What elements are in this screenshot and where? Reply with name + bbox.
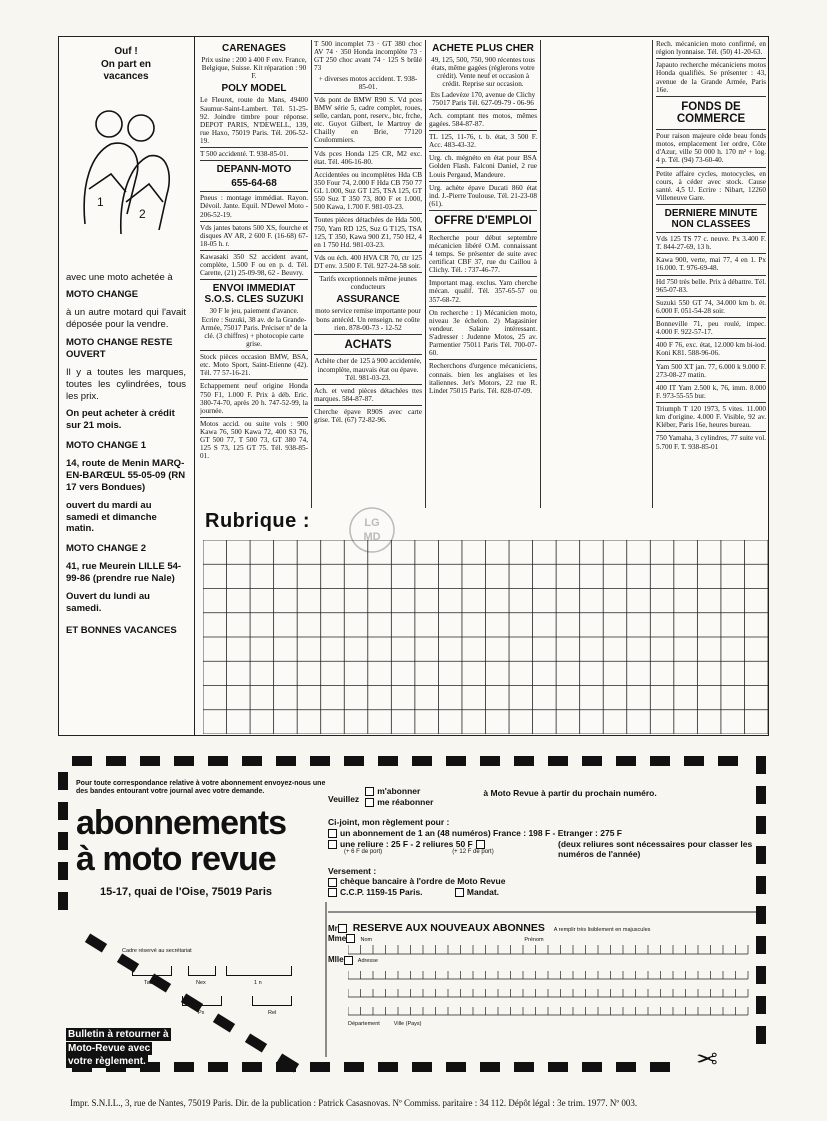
carenages-heading: CARENAGES xyxy=(222,43,286,54)
me-reabonner-label: me réabonner xyxy=(377,796,434,807)
t-n-label: 1 n xyxy=(254,980,262,986)
classified-ad: Cherche épave R90S avec carte grise. Tél. (67) 72-82-96. xyxy=(314,408,422,425)
classified-ad: Stock pièces occasion BMW, BSA, etc. Moto Sport, Saint-Etienne (42). Tél. 77 57-16-21. xyxy=(200,353,308,378)
cheque-checkbox[interactable] xyxy=(328,878,337,887)
assurance-tarifs: Tarifs exceptionnels même jeunes conducteurs xyxy=(319,275,417,292)
mandat-label: Mandat. xyxy=(466,887,500,897)
ccp-checkbox[interactable] xyxy=(328,888,337,897)
classified-ad: Ach. et vend pièces détachées ttes marques. 584-87-87. xyxy=(314,386,422,403)
classified-ad: On recherche : 1) Mécanicien moto, niveau 3e échelon. 2) Magasinier vendeur. Salaire intéressant. S'adresser : Judenne Motos, 25 av. Parmentier 75011 Paris Tél. 700-07-60. xyxy=(429,308,537,358)
classified-ad: 400 F 76, exc. état, 12.000 km bi-iod. Koni K81. 588-96-06. xyxy=(656,341,766,358)
classified-ad: T 500 incomplet 73 · GT 380 choc AV 74 · 350 Honda incomplète 73 · GT 250 choc avant 74 · 125 S brûlé 73 xyxy=(314,40,422,73)
bulletin-text xyxy=(66,1028,176,1069)
mc2-hours: Ouvert du lundi au samedi. xyxy=(66,590,150,614)
classified-ad: Motos accid. ou suite vols : 900 Kawa 76, 500 Kawa 72, 400 S3 76, GT 500 77, T 500 73, GT 380 74, 125 S 73, 125 GT 75. Tél. 938-85-01. xyxy=(200,419,308,461)
depann-moto-heading: DEPANN-MOTO xyxy=(216,164,292,176)
poly-model-heading: POLY MODEL xyxy=(221,83,287,95)
moto-change-label: MOTO CHANGE xyxy=(66,289,139,301)
mandat-checkbox[interactable] xyxy=(455,888,464,897)
classified-ad: Yam 500 XT jan. 77, 6.000 k 9.000 F. 273-08-27 matin. xyxy=(656,362,766,379)
classified-column-5 xyxy=(656,40,766,510)
classified-ad: + diverses motos accident. T. 938-85-01. xyxy=(318,74,418,91)
envoi-ad: 30 F le jeu, paiement d'avance. Ecrire : Suzuki, 38 av. de la Grande-Armée, 75017 Paris. Préciser nº de la clé. (3 chiffres) + photocopie carte grise. xyxy=(200,307,308,348)
column-separator xyxy=(311,40,312,508)
mme-label: Mme xyxy=(328,934,347,943)
classified-ad: Achète cher de 125 à 900 accidentée, incomplète, mauvais état ou épave. Tél. 981-03-23. xyxy=(314,357,422,382)
versement-label: Versement : xyxy=(328,865,377,876)
offre-emploi-heading: OFFRE D'EMPLOI xyxy=(434,215,532,227)
rubrique-label: Rubrique : xyxy=(205,510,310,532)
classified-ad: Important mag. exclus. Yam cherche mécan. qualif. Tél. 357-65-57 ou 357-68-72. xyxy=(429,279,537,304)
classified-ad: Bonneville 71, peu roulé, impec. 4.000 F. 922-57-17. xyxy=(656,320,766,337)
reliure2-checkbox[interactable] xyxy=(476,840,485,849)
m-abonner-checkbox[interactable] xyxy=(365,787,374,796)
coupon-intro: Pour toute correspondance relative à votre abonnement envoyez-nous une des bandes entourant votre journal avec votre demande. xyxy=(76,780,326,796)
classified-ad: Triumph T 120 1973, 5 vites. 11.000 km d'origine. 4.000 F. Visible, 92 av. Kléber, Paris 16e, heures bureau. xyxy=(656,405,766,430)
cadre-reserve xyxy=(122,948,302,1016)
reliure-note: (deux reliures sont nécessaires pour classer les numéros de l'année) xyxy=(558,838,753,860)
classified-ad: Recherche pour début septembre mécanicien libéré O.M. connaissant 4 temps. Se présenter de suite avec certificat CBF 37, rue du Caillou à Clichy. Tél. : 737-46-77. xyxy=(429,233,537,275)
classified-column-spacer xyxy=(543,40,649,510)
a-partir-label: à Moto Revue à partir du prochain numéro. xyxy=(483,788,657,798)
achete-heading: ACHETE PLUS CHER xyxy=(432,43,534,54)
mr-label: Mr xyxy=(328,924,338,933)
envoi-heading: ENVOI IMMEDIAT S.O.S. CLES SUZUKI xyxy=(204,283,304,306)
reserve-heading: RESERVE AUX NOUVEAUX ABONNES xyxy=(352,922,545,934)
svg-text:LG: LG xyxy=(364,517,380,529)
classified-ad: Toutes pièces détachées de Hda 500, 750, Yam RD 125, Suz G T125, TSA 125, T 350, Kawa 900 Z1, 750 H2, 4 en 1 750 Hd. 981-03-23. xyxy=(314,216,422,249)
classified-ad: Rech. mécanicien moto confirmé, en région lyonnaise. Tél. (50) 41-20-63. xyxy=(656,40,766,57)
fonds-heading: FONDS DE COMMERCE xyxy=(676,100,746,126)
achete-ad: 49, 125, 500, 750, 900 récentes tous états, même gagées (réglerons votre crédit). Vente neuf et occasion à crédit. Reprise sur occasion. xyxy=(431,56,535,89)
svg-text:2: 2 xyxy=(139,206,146,221)
bonnes-vacances: ET BONNES VACANCES xyxy=(66,624,177,636)
un-an-checkbox[interactable] xyxy=(328,829,337,838)
on-part-heading: On part en vacances xyxy=(100,58,151,82)
classified-ad: Pneus : montage immédiat. Rayon. Dévoil. Jante. Equil. N'Dewel Moto - 206-52-19. xyxy=(200,194,308,219)
mc1-hours: ouvert du mardi au samedi et dimanche matin. xyxy=(66,499,157,535)
ci-joint-label: Ci-joint, mon règlement pour : xyxy=(328,817,450,828)
classified-ad: Echappement neuf origine Honda 750 F1, 1.000 F. Prix à déb. Eric. 380-74-70, après 20 h. 747-52-99, la journée. xyxy=(200,382,308,415)
classified-column-4 xyxy=(429,40,537,510)
adresse-input-boxes[interactable] xyxy=(348,965,758,1021)
bulletin-label: Bulletin à retourner à Moto-Revue avec votre règlement. xyxy=(68,1029,169,1067)
classified-column-2 xyxy=(200,40,308,510)
mc1-address: 14, route de Menin MARQ-EN-BARŒUL 55-05-09 (RN 17 vers Bondues) xyxy=(66,458,186,493)
subscription-coupon xyxy=(56,752,770,1082)
classified-ad: 400 IT Yam 2.500 k, 76, imm. 8.000 F. 973-55-55 bur. xyxy=(656,383,766,400)
classified-ad: Suzuki 550 GT 74, 34.000 km b. ét. 6.000 F. 051-54-28 soir. xyxy=(656,298,766,315)
cheque-label: chèque bancaire à l'ordre de Moto Revue xyxy=(340,876,506,887)
nom-label: Nom xyxy=(360,937,373,943)
classified-ad: Hd 750 très belle. Prix à débattre. Tél. 965-07-83. xyxy=(656,277,766,294)
tab-label: Tab xyxy=(144,980,153,986)
classified-ad: Recherchons d'urgence mécaniciens, connais. bien les anglaises et les italiennes. Jet's Motors, 22 rue R. Lindet 75015 Paris. Tél. 828-07-09. xyxy=(429,362,537,395)
coupon-form xyxy=(328,786,768,898)
nom-input-boxes[interactable] xyxy=(348,943,758,955)
px-label: Px xyxy=(198,1010,205,1016)
toutes-text: Il y a toutes les marques, toutes les cylindrées, tous les prix. xyxy=(66,366,186,402)
poly-model-ad: Le Fleuret, route du Mans, 49400 Saumur-Saint-Lambert. Tél. 51-25-92. Joindre timbre pour réponse. DEPOT PARIS, N'DEWELL, 139, rue Haxo, 75019 Paris. Tél. 206-52-19. xyxy=(200,96,308,145)
m-abonner-label: m'abonner xyxy=(377,786,421,796)
classified-ad: Vds pont de BMW R90 S. Vd pces BMW série 5, cadre complet, roues, selle, cardan, pont, reserv., btc, frche, etc. Guyot Gilbert, le Martroy de Chailly en Brie, 77120 Coulommiers. xyxy=(314,95,422,145)
classified-ad: T 500 accidenté. T. 938-85-01. xyxy=(200,150,289,159)
cadre-label: Cadre réservé au secrétariat xyxy=(122,948,192,954)
reliure-checkbox[interactable] xyxy=(328,840,337,849)
nouveaux-abonnes-form xyxy=(328,922,748,1027)
classified-ad: Urg. achète épave Ducati 860 état ind. J.-Pierre Toulouse. Tél. 21-23-08 (61). xyxy=(429,183,537,208)
rel-label: Rel xyxy=(268,1010,277,1016)
veuillez-label: Veuillez xyxy=(328,794,360,804)
mc1-title: MOTO CHANGE 1 xyxy=(66,440,147,452)
moto-change-ad xyxy=(58,36,195,736)
mc2-title: MOTO CHANGE 2 xyxy=(66,543,147,555)
assurance-ad: moto service remise importante pour bons antécéd. Un renseign. ne coûte rien. 878-00-73 - 12-52 xyxy=(315,307,421,332)
classified-ad: Accidentées ou incomplètes Hda CB 350 Four 74, 2.000 F Hda CB 750 77 GL 1.000, Suz GT 125, TSA 125, GT 550 Suz T 350 73, 800 F et 1.000, 500 Kawa, 1.700 F. 981-03-23. xyxy=(314,170,422,212)
mc2-address: 41, rue Meurein LILLE 54-99-86 (prendre rue Nale) xyxy=(66,561,182,584)
classified-ad: Japauto recherche mécaniciens motos Honda qualifiés. Se présenter : 43, avenue de la Grande Armée, Paris 16e. xyxy=(656,61,766,94)
classified-column-3 xyxy=(314,40,422,510)
coupon-address: 15-17, quai de l'Oise, 75019 Paris xyxy=(100,886,272,898)
depann-moto-phone: 655-64-68 xyxy=(231,178,277,190)
port2-label: (+ 12 F de port) xyxy=(452,849,494,856)
classified-ad: 750 Yamaha, 3 cylindres, 77 suite vol. 5.700 F. T. 938-85-01 xyxy=(656,434,766,451)
mr-checkbox[interactable] xyxy=(338,924,347,933)
credit-text: On peut acheter à crédit sur 21 mois. xyxy=(66,408,175,432)
reserve-note: A remplir très lisiblement en majuscules xyxy=(553,927,651,933)
coupon-title-line1: abonnements xyxy=(76,804,287,842)
un-an-label: un abonnement de 1 an (48 numéros) France : 198 F - Etranger : 275 F xyxy=(340,827,622,838)
column-separator xyxy=(652,40,653,508)
rubrique-grid[interactable] xyxy=(203,540,768,734)
nex-label: Nex xyxy=(196,980,206,986)
avec-text: avec une moto achetée à xyxy=(66,271,173,283)
classified-ad: Urg. ch. mégnéto en état pour BSA Golden Flash. Falconi Daniel, 2 rue Louis Pergaud, Mandeure. xyxy=(429,154,537,179)
classified-ad: Petite affaire cycles, motocycles, en cours, à céder avec stock. Cause santé. 4,5 U. Ecrire : Nibart, 12260 Villeneuve Gare. xyxy=(656,169,766,202)
mlle-label: Mlle xyxy=(328,955,344,965)
ville-label: Ville (Pays) xyxy=(393,1020,422,1027)
classified-ad: Vds pces Honda 125 CR, M2 exc. état. Tél. 406-16-80. xyxy=(314,149,422,166)
prenom-label: Prénom xyxy=(524,937,544,943)
ladeveze-address: Ets Ladevèze 170, avenue de Clichy 75017 Paris Tél. 627-09-79 - 06-96 xyxy=(430,90,536,107)
me-reabonner-checkbox[interactable] xyxy=(365,798,374,807)
adresse-label: Adresse xyxy=(357,958,378,965)
port1-label: (+ 6 F de port) xyxy=(344,849,383,856)
svg-text:MD: MD xyxy=(363,531,381,543)
derniere-minute-heading: DERNIERE MINUTE NON CLASSEES xyxy=(664,208,758,231)
classified-ad: Vds 125 TS 77 c. neuve. Px 3.400 F. T. 844-27-69, 13 h. xyxy=(656,235,766,252)
reste-ouvert-label: MOTO CHANGE RESTE OUVERT xyxy=(66,337,173,360)
carenages-ad: Prix usine : 200 à 400 F env. France, Belgique, Suisse. Kit réparation : 90 F. xyxy=(201,56,307,81)
classified-ad: TL 125, 11-76, t. b. état, 3 500 F. Acc. 483-43-32. xyxy=(429,133,537,150)
column-separator xyxy=(540,40,541,508)
reliure-label: une reliure : 25 F - 2 reliures 50 F xyxy=(340,838,473,849)
coupon-title-line2: à moto revue xyxy=(76,840,276,878)
departement-label: Département xyxy=(348,1020,380,1027)
classified-ad: Ach. comptant ttes motos, mêmes gagées. 584-87-87. xyxy=(429,111,537,128)
bikers-illustration-icon xyxy=(71,94,181,244)
classified-ad: Vds jantes batons 500 XS, fourche et disques AV AR, 2 600 F. (16-68) 67-18-05 h. r. xyxy=(200,223,308,248)
svg-text:1: 1 xyxy=(97,194,104,209)
autre-text: à un autre motard qui l'avait déposée pour la vendre. xyxy=(66,307,186,331)
scissors-icon: ✂ xyxy=(696,1043,718,1072)
classified-ad: Kawasaki 350 S2 accident avant, complète, 1.500 F ou en p. d. Tél. Carette, (21) 25-09-98, 62 - Beuvry. xyxy=(200,253,308,278)
imprint-footer: Impr. S.N.I.L., 3, rue de Nantes, 75019 Paris. Dir. de la publication : Patrick Casasnovas. Nº Commiss. paritaire : 34 112. Dépôt légal : 3e trim. 1977. Nº 003. xyxy=(70,1098,638,1108)
ccp-label: C.C.P. 1159-15 Paris. xyxy=(340,887,423,897)
assurance-heading: ASSURANCE xyxy=(336,294,400,306)
classified-ad: Pour raison majeure cède beau fonds motos, emplacement 1er ordre, Côte d'Azur, ville 50 000 h. 170 m² + log. 4 p. Tél. (94) 73-60-40. xyxy=(656,132,766,165)
classified-ad: Vds ou éch. 400 HVA CR 70, ctr 125 DT env. 3.500 F. Tél. 927-24-58 soir. xyxy=(314,253,422,270)
column-separator xyxy=(425,40,426,508)
achats-heading: ACHATS xyxy=(344,338,392,351)
ouf-heading: Ouf ! xyxy=(114,46,138,57)
mme-checkbox[interactable] xyxy=(346,934,355,943)
classified-ad: Kawa 900, verte, mai 77, 4 en 1. Px 16.000. T. 976-69-48. xyxy=(656,256,766,273)
mlle-checkbox[interactable] xyxy=(344,956,353,965)
